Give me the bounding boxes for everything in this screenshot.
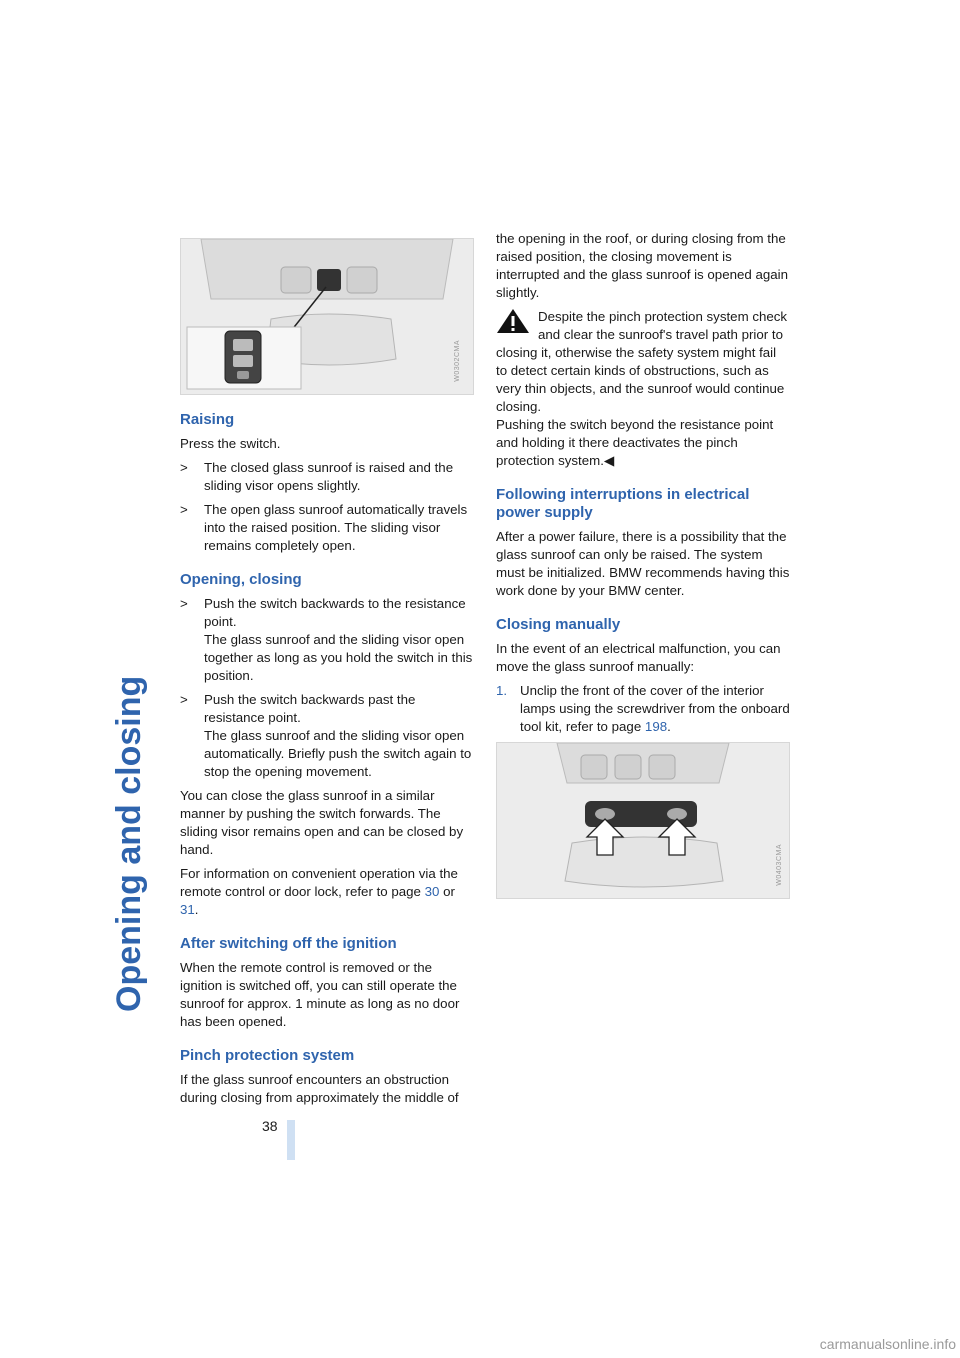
figure-code: W0302CMA bbox=[454, 340, 461, 382]
page-link-198[interactable]: 198 bbox=[644, 719, 668, 734]
paragraph: When the remote control is removed or the ignition is switched off, you can still operate the sunroof for approx. 1 minute as long as no door has been opened. bbox=[180, 960, 460, 1029]
figure-code: W0403CMA bbox=[776, 844, 783, 886]
sunroof-switch-illustration bbox=[181, 239, 473, 394]
page-number: 38 bbox=[262, 1118, 278, 1134]
paragraph: If the glass sunroof encounters an obstruction during closing from approximately the middle of bbox=[180, 1072, 459, 1105]
paragraph: For information on convenient operation via the remote control or door lock, refer to page 30 or 31. bbox=[180, 866, 458, 917]
list-item: > Push the switch backwards to the resistance point. The glass sunroof and the sliding visor open together as long as you hold the switch in this position. bbox=[180, 596, 473, 683]
heading-closing-manually: Closing manually bbox=[496, 616, 621, 633]
list-item: > The open glass sunroof automatically travels into the raised position. The sliding visor remains completely open. bbox=[180, 502, 468, 553]
interior-lamp-figure bbox=[496, 742, 790, 899]
page-link-30[interactable]: 30 bbox=[424, 884, 440, 899]
heading-raising: Raising bbox=[180, 411, 235, 428]
side-title bbox=[104, 232, 154, 1012]
list-item: 1. Unclip the front of the cover of the interior lamps using the screwdriver from the onboard tool kit, refer to page 198. bbox=[496, 683, 790, 734]
raising-intro: Press the switch. bbox=[180, 436, 281, 451]
sunroof-switch-figure bbox=[180, 238, 474, 395]
paragraph: the opening in the roof, or during closing from the raised position, the closing movement is interrupted and the glass sunroof is opened again slightly. bbox=[496, 231, 788, 300]
heading-power-interruption: Following interruptions in electrical power supply bbox=[496, 486, 750, 521]
left-column bbox=[180, 238, 474, 1113]
paragraph: In the event of an electrical malfunction, you can move the glass sunroof manually: bbox=[496, 641, 781, 674]
heading-pinch-protection: Pinch protection system bbox=[180, 1047, 355, 1064]
interior-lamp-illustration bbox=[497, 743, 789, 898]
side-title-text: Opening and closing bbox=[110, 675, 148, 1012]
paragraph: After a power failure, there is a possibility that the glass sunroof can only be raised. The system must be initialized. BMW recommends having this work done by your BMW center. bbox=[496, 529, 790, 598]
list-item: > Push the switch backwards past the resistance point. The glass sunroof and the sliding visor open automatically. Briefly push the switch again to stop the opening movement. bbox=[180, 692, 472, 779]
warning-note: Despite the pinch protection system check and clear the sunroof's travel path prior to closing it, otherwise the safety system might fail to detect certain kinds of obstructions, such as very thin objects, and the sunroof would continue closing. Pushing the switch beyond the resistance point and holding it there deactivates the pinch protection system.◀ bbox=[496, 309, 788, 468]
paragraph: You can close the glass sunroof in a similar manner by pushing the switch forwards. The sliding visor remains open and can be closed by hand. bbox=[180, 788, 464, 857]
right-column bbox=[496, 230, 790, 742]
warning-triangle-icon bbox=[496, 308, 530, 334]
heading-after-ignition: After switching off the ignition bbox=[180, 935, 397, 952]
page-marker-bar bbox=[287, 1120, 295, 1160]
list-item: > The closed glass sunroof is raised and the sliding visor opens slightly. bbox=[180, 460, 454, 493]
page-link-31[interactable]: 31 bbox=[180, 902, 195, 917]
heading-opening-closing: Opening, closing bbox=[180, 571, 302, 588]
footer-watermark: carmanualsonline.info bbox=[819, 1336, 956, 1352]
